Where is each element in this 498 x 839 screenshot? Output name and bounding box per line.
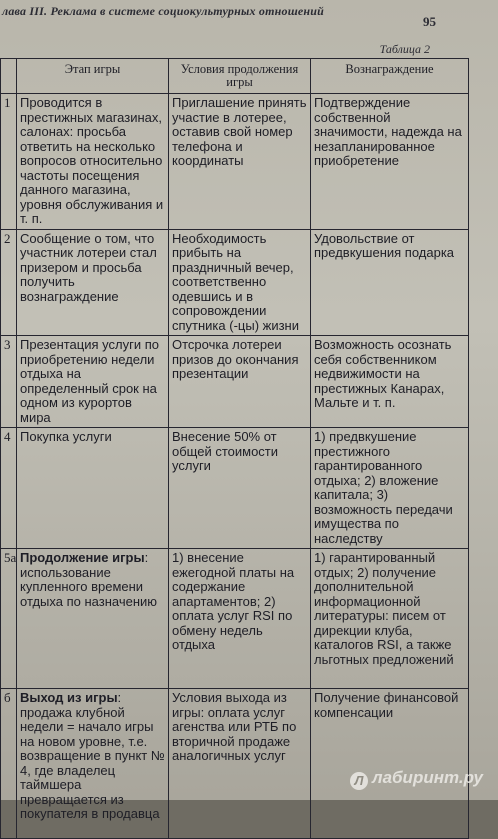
table-row: [1, 428, 469, 549]
header-stage: Этап игры: [17, 59, 169, 94]
watermark-text: лабиринт.ру: [372, 768, 483, 787]
row-number: 5а: [1, 549, 17, 689]
stage-text: Презентация услуги по приобретению недели отдыха на определенный срок на одном из курортов мира: [20, 337, 159, 425]
stage-cell: [17, 94, 169, 230]
running-head: [0, 4, 498, 28]
conditions-cell: Условия выхода из игры: оплата услуг агенства или РТБ по вторичной продаже аналогичных услуг: [169, 689, 311, 839]
stage-cell: [17, 336, 169, 428]
conditions-cell: 1) внесение ежегодной платы на содержание апартаментов; 2) оплата услуг RSI по обмену недель отдыха: [169, 549, 311, 689]
conditions-cell: Отсрочка лотереи призов до окончания презентации: [169, 336, 311, 428]
stage-title: Выход из игры: [20, 690, 118, 705]
row-number: 1: [1, 94, 17, 230]
table-row: [1, 689, 469, 839]
stage-cell: [17, 549, 169, 689]
stage-text: Покупка услуги: [20, 429, 112, 444]
game-stages-table: [0, 58, 469, 839]
stage-text: Проводится в престижных магазинах, салонах: просьба ответить на несколько вопросов относительно частоты посещения данного магазина, уровня обслуживания и т. п.: [20, 95, 164, 226]
table-row: [1, 336, 469, 428]
table-row: [1, 94, 469, 230]
conditions-cell: Приглашение принять участие в лотерее, оставив свой номер телефона и координаты: [169, 94, 311, 230]
row-number: 3: [1, 336, 17, 428]
conditions-cell: Необходимость прибыть на праздничный вечер, соответственно одевшись и в сопровождении спутника (-цы) жизни: [169, 229, 311, 336]
reward-cell: Подтверждение собственной значимости, надежда на незапланированное приобретение: [311, 94, 469, 230]
table-header-row: [1, 59, 469, 94]
page-number: 95: [423, 14, 436, 29]
reward-cell: Возможность осознать себя собственником недвижимости на престижных Канарах, Мальте и т. п.: [311, 336, 469, 428]
reward-cell: Получение финансовой компенсации: [311, 689, 469, 839]
stage-cell: [17, 229, 169, 336]
header-num: [1, 59, 17, 94]
table-row: [1, 229, 469, 336]
reward-cell: 1) гарантированный отдых; 2) получение дополнительной информационной литературы: писем от дирекции клуба, каталогов RSI, а также льготных предложений: [311, 549, 469, 689]
running-head-title: лава III. Реклама в системе социокультурных отношений: [2, 4, 325, 18]
table-row: [1, 549, 469, 689]
stage-text: : использование купленного времени отдыха по назначению: [20, 550, 158, 609]
stage-cell: [17, 428, 169, 549]
watermark: [350, 768, 483, 790]
header-reward: Вознаграждение: [311, 59, 469, 94]
labirint-logo-icon: Л: [350, 772, 368, 790]
row-number: 2: [1, 229, 17, 336]
conditions-cell: Внесение 50% от общей стоимости услуги: [169, 428, 311, 549]
table-caption: Таблица 2: [379, 42, 430, 56]
stage-text: : продажа клубной недели = начало игры на новом уровне, т.е. возвращение в пункт № 4, где владелец таймшера превращается из покупателя в продавца: [20, 690, 165, 821]
header-conditions: Условия продолжения игры: [169, 59, 311, 94]
reward-cell: Удовольствие от предвкушения подарка: [311, 229, 469, 336]
stage-cell: [17, 689, 169, 839]
stage-title: Продолжение игры: [20, 550, 145, 565]
stage-text: Сообщение о том, что участник лотереи стал призером и просьба получить вознаграждение: [20, 230, 157, 304]
reward-cell: 1) предвкушение престижного гарантированного отдыха; 2) вложение капитала; 3) возможность передачи имущества по наследству: [311, 428, 469, 549]
row-number: 4: [1, 428, 17, 549]
row-number: б: [1, 689, 17, 839]
